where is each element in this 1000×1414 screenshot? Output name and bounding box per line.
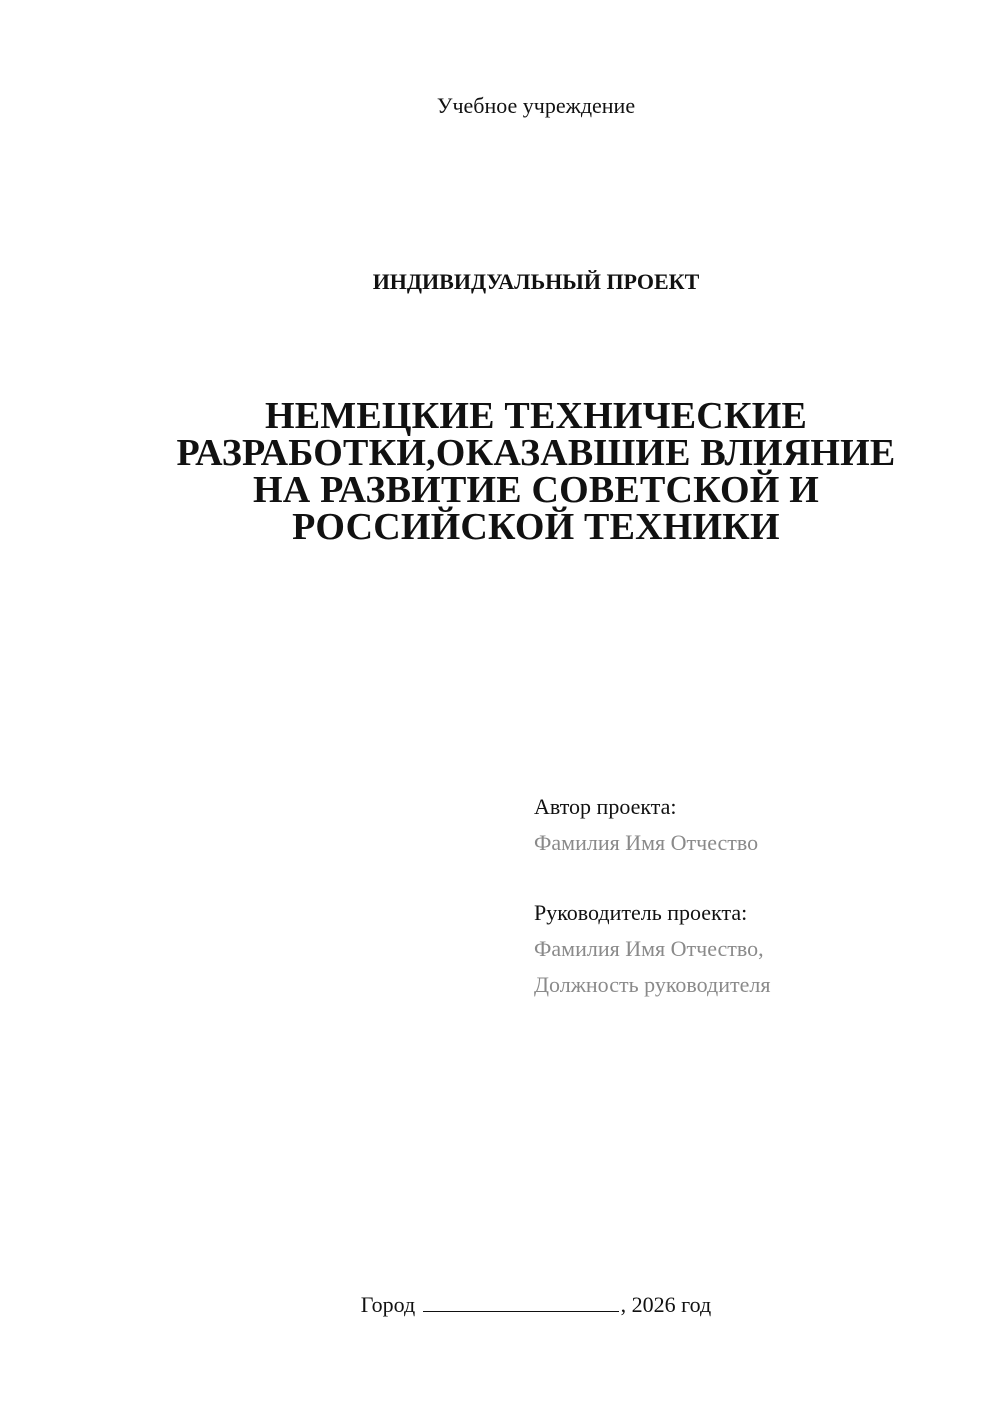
institution-name: Учебное учреждение (436, 93, 636, 118)
city-blank-underline (423, 1291, 619, 1312)
author-label: Автор проекта: (534, 794, 677, 819)
project-title (140, 395, 932, 548)
project-title-line: НА РАЗВИТИЕ СОВЕТСКОЙ И (253, 469, 819, 511)
project-type-heading: ИНДИВИДУАЛЬНЫЙ ПРОЕКТ (372, 269, 700, 294)
supervisor-label: Руководитель проекта: (534, 900, 748, 925)
year-text: , 2026 год (620, 1292, 712, 1317)
project-title-line: РОССИЙСКОЙ ТЕХНИКИ (292, 506, 780, 548)
city-label: Город (360, 1292, 416, 1317)
credits-block (534, 789, 964, 1003)
supervisor-position-placeholder: Должность руководителя (534, 972, 771, 997)
supervisor-name-placeholder: Фамилия Имя Отчество, (534, 936, 764, 961)
credits-spacer (534, 861, 964, 895)
project-title-line: РАЗРАБОТКИ,ОКАЗАВШИЕ ВЛИЯНИЕ (176, 432, 896, 474)
author-name-placeholder: Фамилия Имя Отчество (534, 830, 759, 855)
project-title-line: НЕМЕЦКИЕ ТЕХНИЧЕСКИЕ (264, 395, 807, 437)
city-year-line (0, 1291, 1000, 1319)
